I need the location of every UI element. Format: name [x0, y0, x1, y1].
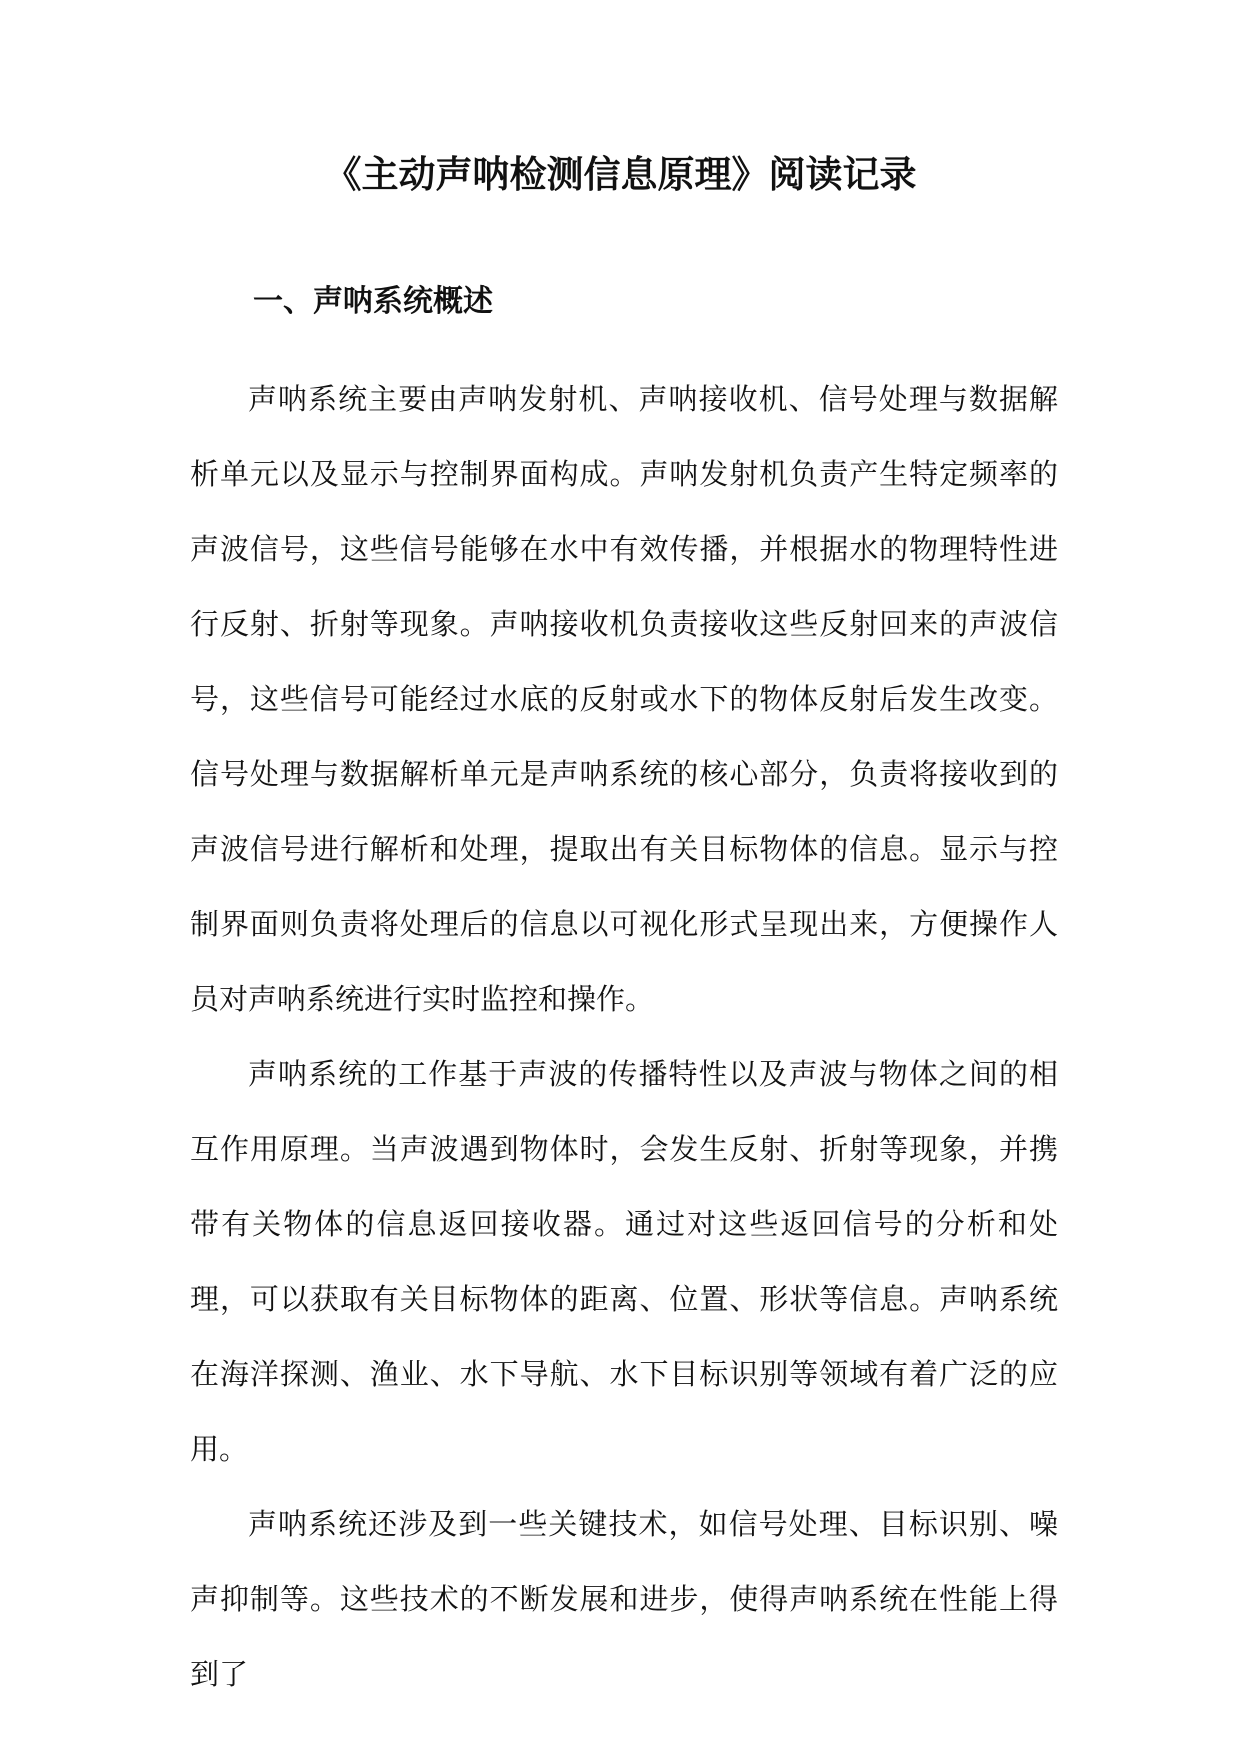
- section-heading: 一、声呐系统概述: [253, 284, 493, 319]
- paragraph-1: 声呐系统主要由声呐发射机、声呐接收机、信号处理与数据解析单元以及显示与控制界面构成。声呐发射机负责产生特定频率的声波信号，这些信号能够在水中有效传播，并根据水的物理特性进行反射、折射等现象。声呐接收机负责接收这些反射回来的声波信号，这些信号可能经过水底的反射或水下的物体反射后发生改变。信号处理与数据解析单元是声呐系统的核心部分，负责将接收到的声波信号进行解析和处理，提取出有关目标物体的信息。显示与控制界面则负责将处理后的信息以可视化形式呈现出来，方便操作人员对声呐系统进行实时监控和操作。: [190, 382, 1058, 1016]
- document-body: [190, 362, 1058, 1712]
- document-title: 《主动声呐检测信息原理》阅读记录: [324, 152, 917, 196]
- paragraph-3: 声呐系统还涉及到一些关键技术，如信号处理、目标识别、噪声抑制等。这些技术的不断发展和进步，使得声呐系统在性能上得到了: [190, 1507, 1058, 1691]
- paragraph-2: 声呐系统的工作基于声波的传播特性以及声波与物体之间的相互作用原理。当声波遇到物体时，会发生反射、折射等现象，并携带有关物体的信息返回接收器。通过对这些返回信号的分析和处理，可以获取有关目标物体的距离、位置、形状等信息。声呐系统在海洋探测、渔业、水下导航、水下目标识别等领域有着广泛的应用。: [190, 1057, 1058, 1466]
